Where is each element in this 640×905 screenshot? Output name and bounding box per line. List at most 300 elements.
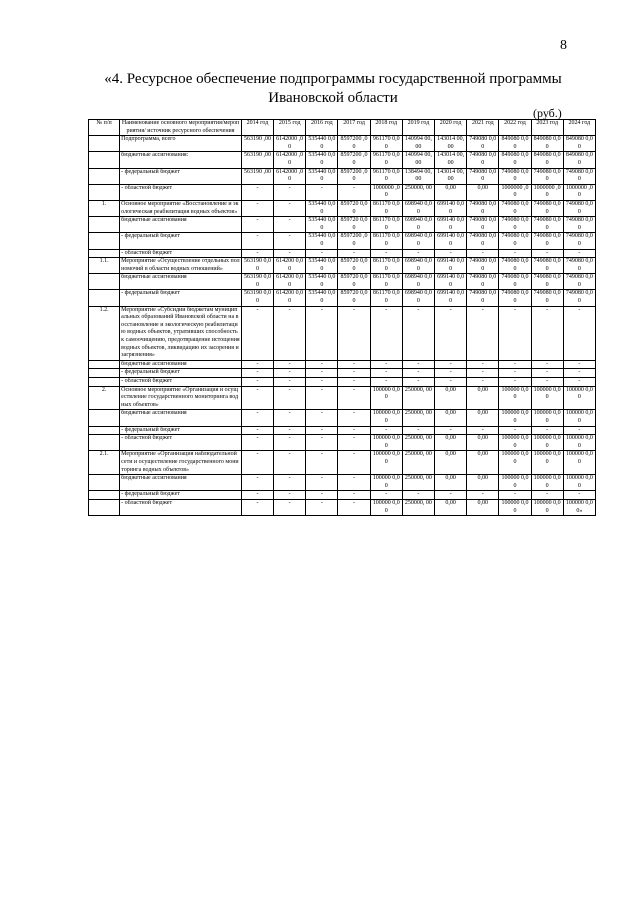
amount-cell: 100000 0,00 — [499, 499, 531, 515]
amount-cell: - — [370, 369, 402, 378]
amount-cell: - — [402, 378, 434, 387]
amount-cell: 140994 00,00 — [402, 136, 434, 152]
amount-cell: 698940 0,00 — [402, 258, 434, 274]
amount-cell: - — [531, 378, 563, 387]
amount-cell: 749080 0,00 — [467, 290, 499, 306]
row-number — [89, 168, 120, 184]
amount-cell: - — [241, 491, 273, 500]
amount-cell: 0,00 — [435, 451, 467, 475]
amount-cell: 749080 0,00 — [531, 217, 563, 233]
table-row — [89, 499, 596, 515]
amount-cell: 749080 0,00 — [499, 233, 531, 249]
amount-cell: - — [531, 306, 563, 360]
table-row — [89, 249, 596, 258]
row-number — [89, 426, 120, 435]
amount-cell: - — [338, 386, 370, 410]
table-row — [89, 168, 596, 184]
amount-cell: 859720 0,00 — [338, 217, 370, 233]
amount-cell: 0,00 — [435, 410, 467, 426]
amount-cell: 100000 0,00 — [499, 435, 531, 451]
amount-cell: - — [402, 360, 434, 369]
header-number: № п/п — [89, 120, 120, 136]
amount-cell: - — [274, 249, 306, 258]
amount-cell: 143014 00,00 — [435, 168, 467, 184]
amount-cell: 100000 0,00 — [563, 410, 595, 426]
amount-cell: - — [402, 249, 434, 258]
amount-cell: - — [563, 426, 595, 435]
amount-cell: - — [531, 369, 563, 378]
table-row — [89, 369, 596, 378]
amount-cell: 250000, 00 — [402, 475, 434, 491]
amount-cell: 749080 0,00 — [563, 290, 595, 306]
row-label: Мероприятие «Организация наблюдательной сети и осуществление государственного мониторинга водных объектов» — [120, 451, 242, 475]
title-line-1: «4. Ресурсное обеспечение подпрограммы государственной программы — [104, 71, 562, 87]
amount-cell: - — [402, 491, 434, 500]
amount-cell: - — [467, 491, 499, 500]
row-number: 2. — [89, 386, 120, 410]
amount-cell: - — [531, 426, 563, 435]
header-year: 2020 год — [435, 120, 467, 136]
header-year: 2017 год — [338, 120, 370, 136]
currency-unit: (руб.) — [533, 106, 562, 120]
amount-cell: 563190 ,00 — [241, 136, 273, 152]
amount-cell: 749080 0,00 — [531, 258, 563, 274]
amount-cell: 100000 0,00 — [563, 451, 595, 475]
amount-cell: 749080 0,00 — [531, 233, 563, 249]
amount-cell: 749080 0,00 — [563, 168, 595, 184]
amount-cell: 100000 0,00 — [370, 435, 402, 451]
amount-cell: - — [338, 360, 370, 369]
table-row — [89, 451, 596, 475]
amount-cell: - — [467, 249, 499, 258]
row-label: Подпрограмма, всего — [120, 136, 242, 152]
amount-cell: 1000000 ,00 — [563, 184, 595, 200]
header-year: 2021 год — [467, 120, 499, 136]
amount-cell: - — [563, 360, 595, 369]
header-year: 2016 год — [306, 120, 338, 136]
amount-cell: 961170 0,00 — [370, 152, 402, 168]
row-number — [89, 217, 120, 233]
amount-cell: 699140 0,00 — [435, 200, 467, 216]
amount-cell: - — [274, 426, 306, 435]
amount-cell: - — [338, 306, 370, 360]
amount-cell: - — [467, 378, 499, 387]
amount-cell: - — [241, 184, 273, 200]
row-label: - федеральный бюджет — [120, 233, 242, 249]
amount-cell: - — [306, 249, 338, 258]
amount-cell: - — [338, 475, 370, 491]
amount-cell: 749080 0,00 — [499, 290, 531, 306]
row-number — [89, 184, 120, 200]
amount-cell: 749080 0,00 — [467, 200, 499, 216]
amount-cell: 0,00 — [435, 386, 467, 410]
amount-cell: 861170 0,00 — [370, 258, 402, 274]
amount-cell: 100000 0,00 — [563, 435, 595, 451]
amount-cell: 563190 ,00 — [241, 168, 273, 184]
row-label: - федеральный бюджет — [120, 426, 242, 435]
amount-cell: - — [241, 475, 273, 491]
amount-cell: 699140 0,00 — [435, 258, 467, 274]
amount-cell: 8597200 ,00 — [338, 136, 370, 152]
amount-cell: - — [370, 306, 402, 360]
row-number — [89, 136, 120, 152]
amount-cell: 749080 0,00 — [563, 217, 595, 233]
amount-cell: 859720 0,00 — [338, 258, 370, 274]
amount-cell: 749080 0,00 — [531, 274, 563, 290]
amount-cell: - — [241, 410, 273, 426]
amount-cell: 0,00 — [467, 451, 499, 475]
amount-cell: - — [499, 360, 531, 369]
amount-cell: - — [370, 360, 402, 369]
amount-cell: - — [274, 306, 306, 360]
amount-cell: - — [274, 386, 306, 410]
amount-cell: 100000 0,00 — [531, 451, 563, 475]
row-number — [89, 410, 120, 426]
amount-cell: - — [241, 217, 273, 233]
amount-cell: - — [274, 378, 306, 387]
amount-cell: 849080 0,00 — [563, 136, 595, 152]
amount-cell: 749080 0,00 — [467, 136, 499, 152]
row-label: бюджетные ассигнования — [120, 410, 242, 426]
amount-cell: - — [241, 200, 273, 216]
amount-cell: 849080 0,00 — [563, 152, 595, 168]
row-label: - областной бюджет — [120, 499, 242, 515]
amount-cell: - — [241, 451, 273, 475]
amount-cell: 0,00 — [435, 499, 467, 515]
amount-cell: - — [435, 249, 467, 258]
row-label: - федеральный бюджет — [120, 168, 242, 184]
amount-cell: 749080 0,00 — [467, 258, 499, 274]
amount-cell: 749080 0,00 — [499, 258, 531, 274]
amount-cell: 100000 0,00 — [499, 451, 531, 475]
amount-cell: 859720 0,00 — [338, 200, 370, 216]
amount-cell: - — [306, 306, 338, 360]
row-label: - областной бюджет — [120, 249, 242, 258]
amount-cell: 250000, 00 — [402, 184, 434, 200]
amount-cell: - — [274, 184, 306, 200]
amount-cell: - — [338, 491, 370, 500]
amount-cell: 698940 0,00 — [402, 233, 434, 249]
amount-cell: - — [338, 249, 370, 258]
amount-cell: - — [306, 369, 338, 378]
amount-cell: - — [499, 249, 531, 258]
row-number — [89, 274, 120, 290]
amount-cell: 699140 0,00 — [435, 233, 467, 249]
amount-cell: 8597200 ,00 — [338, 168, 370, 184]
header-year: 2015 год — [274, 120, 306, 136]
amount-cell: - — [274, 451, 306, 475]
amount-cell: 6142000 ,00 — [274, 152, 306, 168]
table-row — [89, 491, 596, 500]
amount-cell: 749080 0,00 — [531, 168, 563, 184]
amount-cell: 8597200 ,00 — [338, 233, 370, 249]
amount-cell: 535440 0,00 — [306, 290, 338, 306]
row-number — [89, 491, 120, 500]
amount-cell: - — [338, 378, 370, 387]
amount-cell: - — [499, 378, 531, 387]
amount-cell: - — [338, 410, 370, 426]
amount-cell: 849080 0,00 — [531, 152, 563, 168]
row-number — [89, 435, 120, 451]
amount-cell: - — [467, 369, 499, 378]
amount-cell: - — [338, 369, 370, 378]
amount-cell: - — [499, 426, 531, 435]
amount-cell: 1000000 ,00 — [499, 184, 531, 200]
amount-cell: 535440 0,00 — [306, 200, 338, 216]
amount-cell: - — [370, 491, 402, 500]
amount-cell: - — [274, 410, 306, 426]
amount-cell: - — [241, 386, 273, 410]
amount-cell: 1000000 ,00 — [531, 184, 563, 200]
amount-cell: 250000, 00 — [402, 435, 434, 451]
amount-cell: - — [274, 200, 306, 216]
amount-cell: 563190 0,00 — [241, 274, 273, 290]
header-year: 2022 год — [499, 120, 531, 136]
amount-cell: - — [531, 249, 563, 258]
row-label: - областной бюджет — [120, 435, 242, 451]
amount-cell: 749080 0,00 — [531, 200, 563, 216]
amount-cell: 0,00 — [435, 435, 467, 451]
amount-cell: - — [563, 491, 595, 500]
row-label: Основное мероприятие «Восстановление и экологическая реабилитация водных объектов» — [120, 200, 242, 216]
amount-cell: 535440 0,00 — [306, 168, 338, 184]
table-row — [89, 306, 596, 360]
amount-cell: 100000 0,00» — [563, 499, 595, 515]
amount-cell: - — [306, 378, 338, 387]
amount-cell: - — [499, 306, 531, 360]
amount-cell: 100000 0,00 — [563, 475, 595, 491]
amount-cell: - — [274, 360, 306, 369]
amount-cell: - — [274, 475, 306, 491]
amount-cell: 100000 0,00 — [531, 475, 563, 491]
row-number — [89, 152, 120, 168]
page-number: 8 — [560, 38, 567, 53]
amount-cell: 250000, 00 — [402, 410, 434, 426]
amount-cell: 0,00 — [435, 475, 467, 491]
amount-cell: - — [306, 426, 338, 435]
amount-cell: 140994 00,00 — [402, 152, 434, 168]
amount-cell: 0,00 — [467, 184, 499, 200]
amount-cell: 138494 00,00 — [402, 168, 434, 184]
amount-cell: - — [499, 369, 531, 378]
amount-cell: 6142000 ,00 — [274, 136, 306, 152]
amount-cell: - — [241, 378, 273, 387]
amount-cell: 749080 0,00 — [563, 274, 595, 290]
amount-cell: 614200 0,00 — [274, 258, 306, 274]
amount-cell: 749080 0,00 — [563, 258, 595, 274]
amount-cell: 0,00 — [467, 475, 499, 491]
row-number — [89, 249, 120, 258]
amount-cell: 698940 0,00 — [402, 274, 434, 290]
header-year: 2024 год — [563, 120, 595, 136]
amount-cell: - — [338, 435, 370, 451]
amount-cell: 535440 0,00 — [306, 217, 338, 233]
amount-cell: 100000 0,00 — [499, 475, 531, 491]
row-number — [89, 369, 120, 378]
amount-cell: 849080 0,00 — [531, 136, 563, 152]
header-year: 2018 год — [370, 120, 402, 136]
amount-cell: - — [274, 499, 306, 515]
table-row — [89, 475, 596, 491]
amount-cell: 861170 0,00 — [370, 274, 402, 290]
amount-cell: - — [306, 451, 338, 475]
document-title — [40, 70, 626, 108]
table-row — [89, 152, 596, 168]
amount-cell: 0,00 — [467, 386, 499, 410]
amount-cell: 143014 00,00 — [435, 152, 467, 168]
amount-cell: 849080 0,00 — [499, 136, 531, 152]
amount-cell: 859720 0,00 — [338, 290, 370, 306]
amount-cell: - — [435, 378, 467, 387]
header-year: 2023 год — [531, 120, 563, 136]
amount-cell: - — [306, 491, 338, 500]
amount-cell: - — [306, 435, 338, 451]
row-number: 1.2. — [89, 306, 120, 360]
header-name: Наименование основного мероприятия/мероприятия/ источник ресурсного обеспечения — [120, 120, 242, 136]
amount-cell: 8597200 ,00 — [338, 152, 370, 168]
amount-cell: - — [306, 360, 338, 369]
row-label: бюджетные ассигнования: — [120, 152, 242, 168]
amount-cell: - — [338, 184, 370, 200]
table-row — [89, 184, 596, 200]
table-row — [89, 233, 596, 249]
amount-cell: - — [241, 249, 273, 258]
amount-cell: 1000000 ,00 — [370, 184, 402, 200]
amount-cell: - — [563, 378, 595, 387]
amount-cell: 100000 0,00 — [563, 386, 595, 410]
amount-cell: 100000 0,00 — [370, 386, 402, 410]
row-number — [89, 233, 120, 249]
amount-cell: 698940 0,00 — [402, 217, 434, 233]
amount-cell: 749080 0,00 — [467, 274, 499, 290]
amount-cell: 100000 0,00 — [370, 475, 402, 491]
amount-cell: 100000 0,00 — [370, 499, 402, 515]
table-row — [89, 290, 596, 306]
row-number — [89, 499, 120, 515]
amount-cell: - — [274, 491, 306, 500]
amount-cell: - — [467, 360, 499, 369]
amount-cell: 535440 0,00 — [306, 136, 338, 152]
amount-cell: - — [435, 306, 467, 360]
amount-cell: 614200 0,00 — [274, 274, 306, 290]
amount-cell: 749080 0,00 — [563, 233, 595, 249]
row-number — [89, 290, 120, 306]
amount-cell: 698940 0,00 — [402, 290, 434, 306]
amount-cell: 749080 0,00 — [499, 217, 531, 233]
amount-cell: - — [563, 306, 595, 360]
row-label: Мероприятие «Осуществление отдельных полномочий в области водных отношений» — [120, 258, 242, 274]
amount-cell: - — [563, 369, 595, 378]
amount-cell: - — [402, 306, 434, 360]
amount-cell: 100000 0,00 — [531, 435, 563, 451]
amount-cell: - — [467, 306, 499, 360]
amount-cell: 563190 0,00 — [241, 258, 273, 274]
amount-cell: - — [338, 499, 370, 515]
amount-cell: - — [241, 369, 273, 378]
amount-cell: 0,00 — [435, 184, 467, 200]
amount-cell: 535440 0,00 — [306, 152, 338, 168]
table-row — [89, 410, 596, 426]
row-label: - федеральный бюджет — [120, 369, 242, 378]
amount-cell: 100000 0,00 — [499, 410, 531, 426]
table-row — [89, 274, 596, 290]
amount-cell: 535440 0,00 — [306, 233, 338, 249]
amount-cell: 749080 0,00 — [531, 290, 563, 306]
amount-cell: 749080 0,00 — [467, 152, 499, 168]
amount-cell: 100000 0,00 — [370, 451, 402, 475]
row-number — [89, 475, 120, 491]
table-row — [89, 426, 596, 435]
amount-cell: - — [563, 249, 595, 258]
amount-cell: - — [241, 233, 273, 249]
row-label: - областной бюджет — [120, 378, 242, 387]
amount-cell: - — [241, 426, 273, 435]
table-row — [89, 378, 596, 387]
table-row — [89, 435, 596, 451]
amount-cell: 0,00 — [467, 435, 499, 451]
amount-cell: 699140 0,00 — [435, 290, 467, 306]
row-label: Основное мероприятие «Организация и осуществление государственного мониторинга водных объектов» — [120, 386, 242, 410]
amount-cell: 749080 0,00 — [499, 200, 531, 216]
amount-cell: - — [338, 426, 370, 435]
amount-cell: 100000 0,00 — [531, 386, 563, 410]
amount-cell: 699140 0,00 — [435, 217, 467, 233]
amount-cell: - — [274, 369, 306, 378]
amount-cell: - — [499, 491, 531, 500]
amount-cell: - — [274, 435, 306, 451]
amount-cell: 100000 0,00 — [370, 410, 402, 426]
amount-cell: 699140 0,00 — [435, 274, 467, 290]
amount-cell: 250000, 00 — [402, 386, 434, 410]
amount-cell: 749080 0,00 — [499, 168, 531, 184]
row-label: Мероприятие «Субсидии бюджетам муниципальных образований Ивановской области на восстановление и экологическую реабилитацию водных объектов, утративших способность к самоочищению, предотвращение истощения водных объектов, ликвидацию их засорения и загрязнения» — [120, 306, 242, 360]
amount-cell: - — [402, 426, 434, 435]
amount-cell: - — [435, 360, 467, 369]
row-label: бюджетные ассигнования — [120, 274, 242, 290]
amount-cell: 6142000 ,00 — [274, 168, 306, 184]
amount-cell: - — [435, 491, 467, 500]
header-year: 2014 год — [241, 120, 273, 136]
amount-cell: - — [402, 369, 434, 378]
amount-cell: 535440 0,00 — [306, 258, 338, 274]
header-year: 2019 год — [402, 120, 434, 136]
amount-cell: 250000, 00 — [402, 451, 434, 475]
amount-cell: 749080 0,00 — [467, 217, 499, 233]
amount-cell: - — [306, 386, 338, 410]
amount-cell: 100000 0,00 — [499, 386, 531, 410]
title-line-2: Ивановской области — [268, 90, 398, 106]
amount-cell: 614200 0,00 — [274, 290, 306, 306]
row-number: 1. — [89, 200, 120, 216]
table-row — [89, 200, 596, 216]
amount-cell: - — [531, 360, 563, 369]
amount-cell: 849080 0,00 — [499, 152, 531, 168]
amount-cell: 961170 0,00 — [370, 136, 402, 152]
amount-cell: 250000, 00 — [402, 499, 434, 515]
row-number — [89, 378, 120, 387]
amount-cell: - — [241, 499, 273, 515]
amount-cell: - — [306, 499, 338, 515]
amount-cell: - — [370, 426, 402, 435]
amount-cell: 861170 0,00 — [370, 290, 402, 306]
amount-cell: 0,00 — [467, 499, 499, 515]
row-number: 1.1. — [89, 258, 120, 274]
amount-cell: 698940 0,00 — [402, 200, 434, 216]
amount-cell: - — [306, 475, 338, 491]
amount-cell: 749080 0,00 — [563, 200, 595, 216]
amount-cell: 749080 0,00 — [499, 274, 531, 290]
amount-cell: - — [241, 306, 273, 360]
